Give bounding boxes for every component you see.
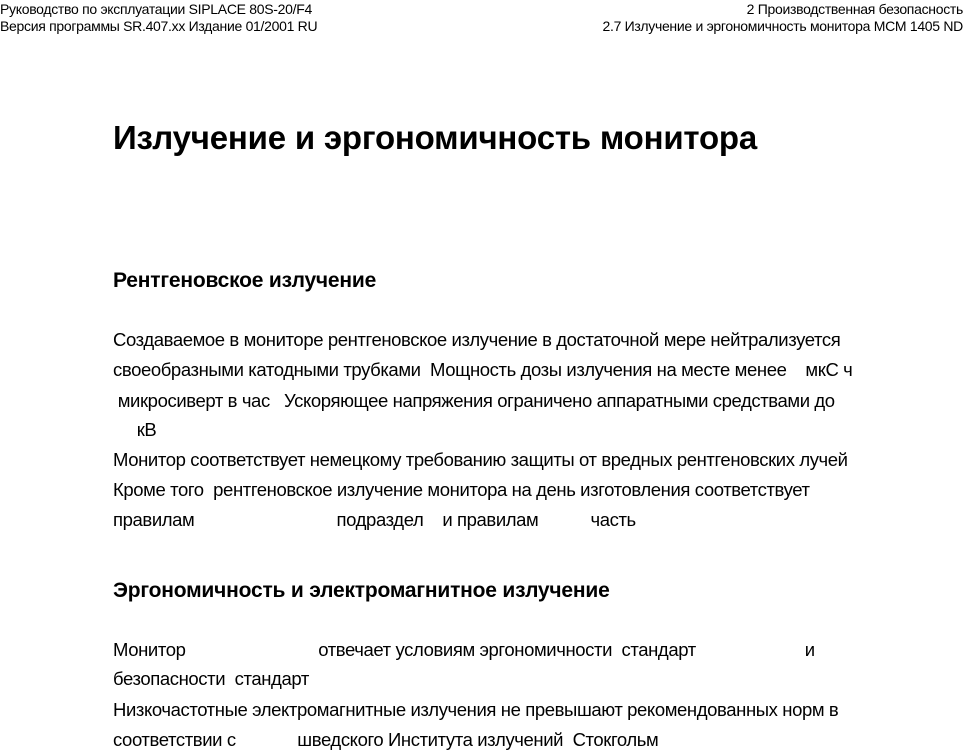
- chapter-title: 2 Производственная безопасность: [747, 0, 963, 18]
- ergonomics-line-1: Монитор отвечает условиям эргономичности стандарт и: [113, 638, 815, 662]
- xray-heading: Рентгеновское излучение: [113, 268, 376, 294]
- xray-line-5: Монитор соответствует немецкому требованию защиты от вредных рентгеновских лучей: [113, 448, 848, 472]
- xray-line-2: своеобразными катодными трубками Мощность дозы излучения на месте менее мкС ч: [113, 358, 852, 382]
- xray-line-7: правилам подраздел и правилам часть: [113, 508, 636, 532]
- manual-title: Руководство по эксплуатации SIPLACE 80S-20/F4: [0, 0, 312, 18]
- software-version: Версия программы SR.407.xx Издание 01/2001 RU: [0, 17, 317, 35]
- ergonomics-line-3: Низкочастотные электромагнитные излучения не превышают рекомендованных норм в: [113, 698, 838, 722]
- ergonomics-line-2: безопасности стандарт: [113, 667, 309, 691]
- page-title: Излучение и эргономичность монитора: [113, 118, 757, 158]
- ergonomics-line-4: соответствии с шведского Института излучений Стокгольм: [113, 728, 658, 752]
- xray-line-6: Кроме того рентгеновское излучение монитора на день изготовления соответствует: [113, 478, 810, 502]
- xray-line-1: Создаваемое в мониторе рентгеновское излучение в достаточной мере нейтрализуется: [113, 328, 840, 352]
- xray-line-3: микросиверт в час Ускоряющее напряжения ограничено аппаратными средствами до: [113, 389, 835, 413]
- section-title-header: 2.7 Излучение и эргономичность монитора MCM 1405 ND: [603, 17, 963, 35]
- xray-line-4: кВ: [113, 418, 156, 442]
- ergonomics-heading: Эргономичность и электромагнитное излучение: [113, 578, 610, 604]
